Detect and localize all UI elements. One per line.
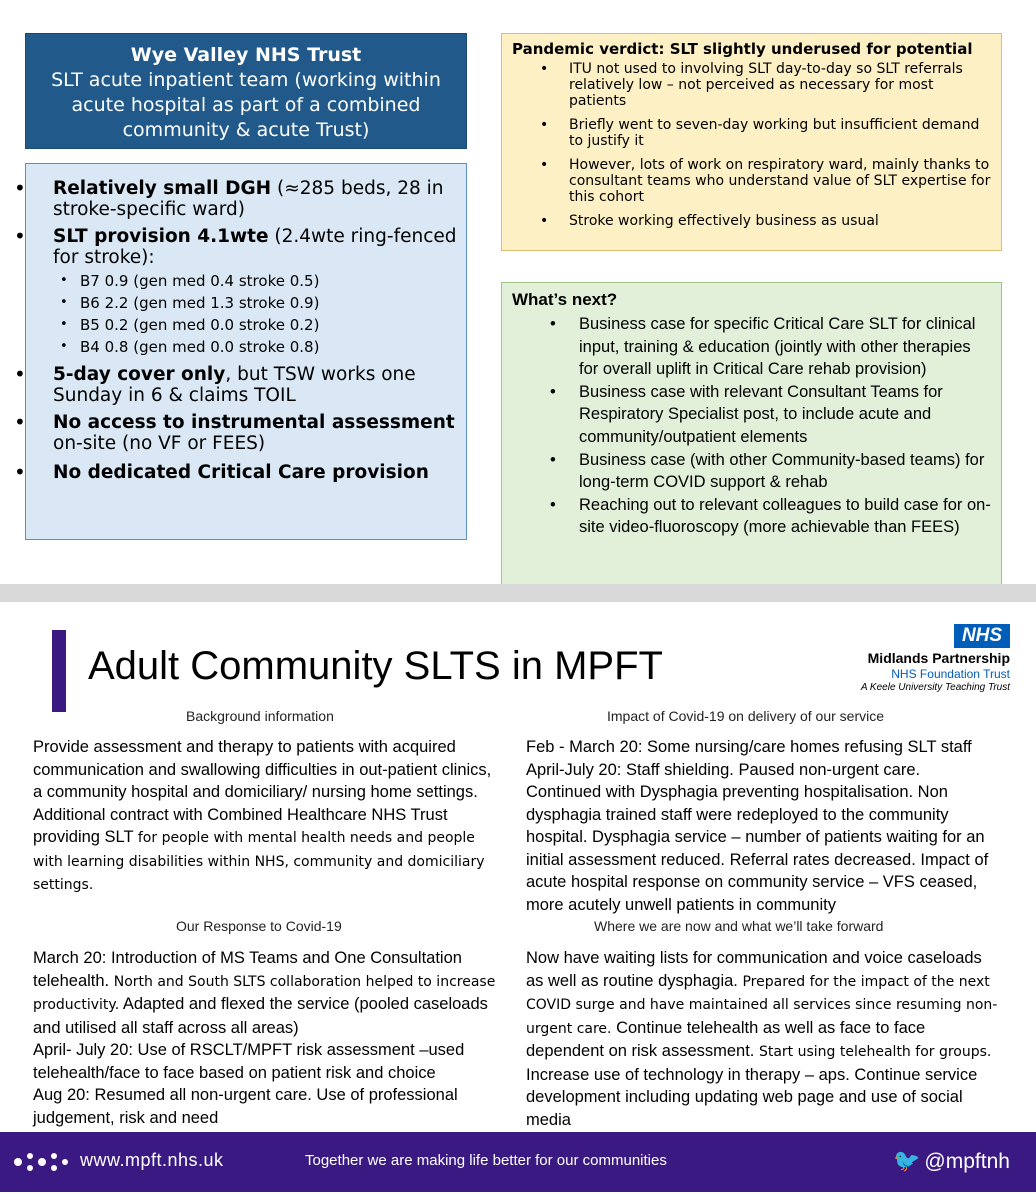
impact-heading: Impact of Covid-19 on delivery of our service [607, 708, 885, 724]
trust-subtitle-line-2: acute hospital as part of a combined [71, 94, 421, 116]
network-dots-icon [10, 1148, 70, 1176]
dgh-item: • Relatively small DGH (≈285 beds, 28 in stroke-specific ward) [26, 178, 466, 220]
nhs-logo: NHS [954, 624, 1010, 648]
band-item: • B5 0.2 (gen med 0.0 stroke 0.2) [26, 314, 466, 336]
where-text: Now have waiting lists for communication and voice caseloads as well as routine dysphagia. Prepared for the impact of the next COVID surge and have maintained all services since resuming non-urgent care. Continue telehealth as well as face to face dependent on risk assessment. Start using telehealth for groups. Increase use of technology in therapy – aps. Continue service development including updating web page and use of social media [526, 949, 998, 1129]
band-item: • B7 0.9 (gen med 0.4 stroke 0.5) [26, 270, 466, 292]
trust-header-box [25, 33, 467, 149]
verdict-item: • However, lots of work on respiratory ward, mainly thanks to consultant teams who understand value of SLT expertise for this cohort [512, 157, 991, 205]
whats-next-box [501, 282, 1002, 584]
response-heading: Our Response to Covid-19 [176, 918, 342, 934]
background-heading: Background information [186, 708, 334, 724]
band-item: • B6 2.2 (gen med 1.3 stroke 0.9) [26, 292, 466, 314]
cover-item: • 5-day cover only, but TSW works one Sunday in 6 & claims TOIL [26, 364, 466, 406]
whats-next-title: What’s next? [512, 290, 618, 309]
slide-mpft [0, 602, 1036, 1200]
background-text: Provide assessment and therapy to patients with acquired communication and swallowing difficulties in out-patient clinics, a community hospital and domiciliary/ nursing home settings. Additional contract with Combined Healthcare NHS Trust providing SLT for people with mental health needs and people with learning disabilities within NHS, community and domiciliary settings. [33, 738, 492, 893]
twitter-handle[interactable]: 🐦 @mpftnh [893, 1148, 1010, 1173]
instrumental-item: • No access to instrumental assessment on-site (no VF or FEES) [26, 412, 466, 454]
trust-subtitle-line-3: community & acute Trust) [122, 119, 370, 141]
impact-text: Feb - March 20: Some nursing/care homes refusing SLT staff April-July 20: Staff shielding. Paused non-urgent care. Continued with Dysphagia preventing hospitalisation. Non dysphagia trained staff were redeployed to the community hospital. Dysphagia service – number of patients waiting for an initial assessment reduced. Referral rates decreased. Impact of acute hospital response on community service – VFS ceased, more acutely unwell patients in community [526, 738, 989, 914]
trust-title: Wye Valley NHS Trust [130, 44, 362, 66]
footer-bar [0, 1132, 1036, 1192]
keele-tagline: A Keele University Teaching Trust [860, 682, 1010, 693]
critical-care-item: • No dedicated Critical Care provision [26, 462, 466, 483]
next-item: • Business case (with other Community-based teams) for long-term COVID support & rehab [512, 449, 991, 494]
org-logo-text [861, 650, 1010, 695]
slt-provision-item: • SLT provision 4.1wte (2.4wte ring-fenced for stroke): [26, 226, 466, 268]
where-heading: Where we are now and what we’ll take forward [594, 918, 884, 934]
footer-tagline: Together we are making life better for our communities [305, 1152, 667, 1169]
twitter-bird-icon: 🐦 [893, 1148, 921, 1173]
next-item: • Business case with relevant Consultant Teams for Respiratory Specialist post, to include acute and community/outpatient elements [512, 381, 991, 449]
foundation-name: NHS Foundation Trust [891, 667, 1010, 681]
next-item: • Reaching out to relevant colleagues to build case for on-site video-fluoroscopy (more achievable than FEES) [512, 494, 991, 539]
verdict-item: • ITU not used to involving SLT day-to-day so SLT referrals relatively low – not perceived as necessary for most patients [512, 61, 991, 109]
slide-wye-valley [0, 0, 1036, 584]
trust-subtitle-line-1: SLT acute inpatient team (working within [51, 69, 441, 91]
verdict-item: • Briefly went to seven-day working but insufficient demand to justify it [512, 117, 991, 149]
website-link[interactable]: www.mpft.nhs.uk [80, 1150, 224, 1170]
verdict-title: Pandemic verdict: SLT slightly underused for potential [512, 40, 973, 58]
band-item: • B4 0.8 (gen med 0.0 stroke 0.8) [26, 336, 466, 358]
verdict-item: • Stroke working effectively business as usual [512, 213, 991, 229]
provision-box [25, 163, 467, 540]
pandemic-verdict-box [501, 33, 1002, 251]
org-name: Midlands Partnership [867, 650, 1010, 666]
next-item: • Business case for specific Critical Care SLT for clinical input, training & education (jointly with other therapies for overall uplift in Critical Care rehab provision) [512, 313, 991, 381]
response-text: March 20: Introduction of MS Teams and One Consultation telehealth. North and South SLTS collaboration helped to increase productivity. Adapted and flexed the service (pooled caseloads and utilised all staff across all areas) April- July 20: Use of RSCLT/MPFT risk assessment –used telehealth/face to face based on patient risk and choice Aug 20: Resumed all non-urgent care. Use of professional judgement, risk and need [33, 949, 496, 1127]
slide-title: Adult Community SLTS in MPFT [88, 644, 663, 688]
title-accent-bar [52, 630, 66, 712]
